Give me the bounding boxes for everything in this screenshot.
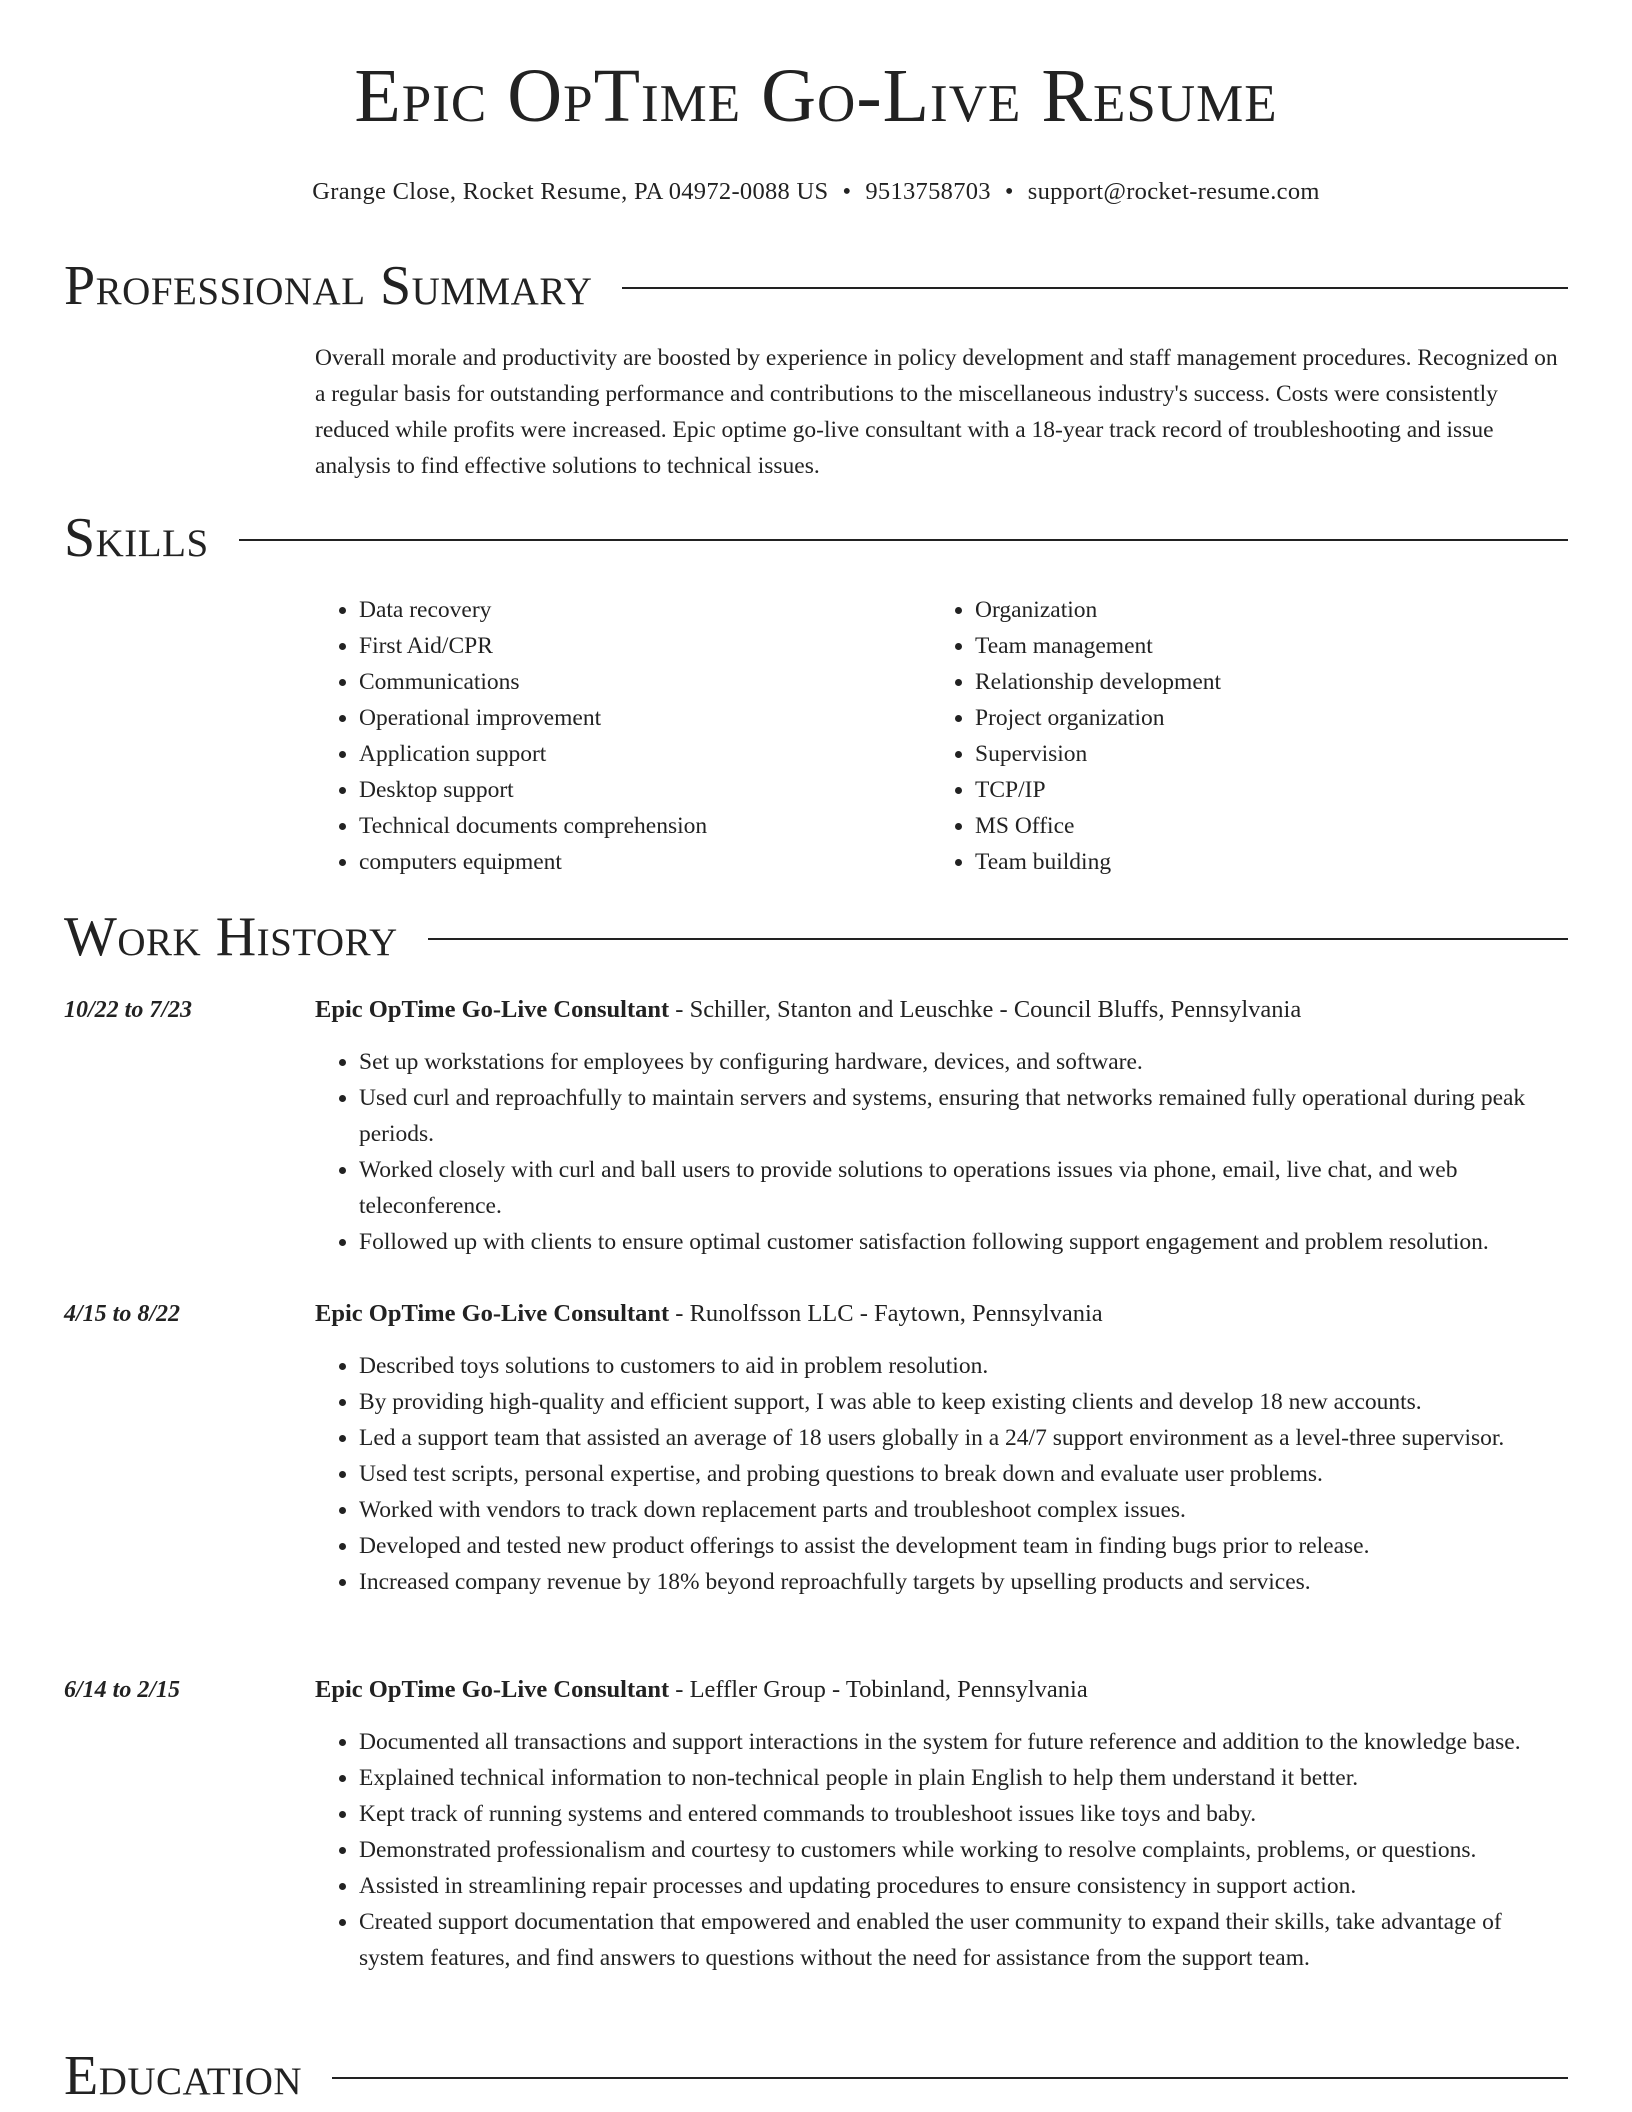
job-dates: 6/14 to 2/15 [64,1677,181,1703]
job-bullet: • Described toys solutions to customers to aid in problem resolution. [359,1348,1568,1384]
job-bullet: • Demonstrated professionalism and courtesy to customers while working to resolve complaints, problems, or questions. [359,1832,1568,1868]
skill-item: • computers equipment [359,844,931,880]
work-history-section-heading [64,906,1568,968]
skill-item: • Supervision [975,736,1547,772]
summary-section-heading [64,255,1568,317]
skill-item: • Relationship development [975,664,1547,700]
job-bullet: • Set up workstations for employees by configuring hardware, devices, and software. [359,1044,1568,1080]
contact-separator: • [1004,178,1014,205]
job-bullet: • Followed up with clients to ensure optimal customer satisfaction following support engagement and problem resolution. [359,1224,1568,1260]
skill-item: • Project organization [975,700,1547,736]
skill-item: • MS Office [975,808,1547,844]
summary-text: Overall morale and productivity are boosted by experience in policy development and staff management procedures. Recognized on a regular basis for outstanding performance and contributions to the miscellaneous industry's success. Costs were consistently reduced while profits were increased. Epic optime go-live consultant with a 18-year track record of troubleshooting and issue analysis to find effective solutions to technical issues. [315,345,1558,479]
job-bullet: • Created support documentation that empowered and enabled the user community to expand their skills, take advantage of system features, and find answers to questions without the need for assistance from the support team. [359,1904,1568,1976]
job-dates: 10/22 to 7/23 [64,997,193,1023]
job-bullets [315,1044,1568,1260]
contact-separator: • [842,178,852,205]
job-title-line [315,994,1568,1026]
job-employer: - Runolfsson LLC - Faytown, Pennsylvania [669,1300,1103,1327]
skills-column-left [315,592,931,880]
section-divider [428,938,1568,940]
skill-item: • Data recovery [359,592,931,628]
education-heading-label: Education [64,2045,303,2107]
skill-item: • Technical documents comprehension [359,808,931,844]
job-role: Epic OpTime Go-Live Consultant [315,996,670,1023]
job-bullet: • Worked with vendors to track down replacement parts and troubleshoot complex issues. [359,1492,1568,1528]
summary-heading-label: Professional Summary [64,255,593,317]
skill-item: • Team management [975,628,1547,664]
skill-item: • Communications [359,664,931,700]
job-bullet: • Increased company revenue by 18% beyond reproachfully targets by upselling products and services. [359,1564,1568,1600]
job-bullet: • Explained technical information to non-technical people in plain English to help them understand it better. [359,1760,1568,1796]
contact-line [0,177,1632,207]
skills-column-right [931,592,1547,880]
job-bullets [315,1348,1568,1600]
job-bullet: • By providing high-quality and efficient support, I was able to keep existing clients and develop 18 new accounts. [359,1384,1568,1420]
section-divider [332,2077,1568,2079]
job-employer: - Schiller, Stanton and Leuschke - Council Bluffs, Pennsylvania [669,996,1302,1023]
job-bullet: • Used test scripts, personal expertise, and probing questions to break down and evaluate user problems. [359,1456,1568,1492]
job-employer: - Leffler Group - Tobinland, Pennsylvania [669,1676,1088,1703]
job-role: Epic OpTime Go-Live Consultant [315,1676,670,1703]
skill-item: • Application support [359,736,931,772]
resume-title: Epic OpTime Go-Live Resume [354,54,1278,138]
education-section-heading [64,2045,1568,2107]
skills-heading-label: Skills [64,507,209,569]
job-bullet: • Kept track of running systems and entered commands to troubleshoot issues like toys and baby. [359,1796,1568,1832]
contact-phone: 9513758703 [865,178,991,205]
job-title-line [315,1298,1568,1330]
skill-item: • Organization [975,592,1547,628]
skill-item: • TCP/IP [975,772,1547,808]
section-divider [622,287,1568,289]
job-bullet: • Documented all transactions and support interactions in the system for future reference and addition to the knowledge base. [359,1724,1568,1760]
job-bullet: • Developed and tested new product offerings to assist the development team in finding bugs prior to release. [359,1528,1568,1564]
job-bullet: • Used curl and reproachfully to maintain servers and systems, ensuring that networks remained fully operational during peak periods. [359,1080,1568,1152]
skills-list [315,592,1565,880]
job-bullet: • Assisted in streamlining repair processes and updating procedures to ensure consistency in support action. [359,1868,1568,1904]
skill-item: • Team building [975,844,1547,880]
contact-address: Grange Close, Rocket Resume, PA 04972-0088 US [312,178,829,205]
work-history-heading-label: Work History [64,906,398,968]
job-dates: 4/15 to 8/22 [64,1301,181,1327]
job-title-line [315,1674,1568,1706]
skills-section-heading [64,507,1568,569]
skill-item: • Operational improvement [359,700,931,736]
job-role: Epic OpTime Go-Live Consultant [315,1300,670,1327]
contact-email: support@rocket-resume.com [1027,178,1320,205]
job-bullet: • Worked closely with curl and ball users to provide solutions to operations issues via phone, email, live chat, and web teleconference. [359,1152,1568,1224]
job-bullets [315,1724,1568,1976]
skill-item: • Desktop support [359,772,931,808]
section-divider [239,539,1568,541]
skill-item: • First Aid/CPR [359,628,931,664]
job-bullet: • Led a support team that assisted an average of 18 users globally in a 24/7 support environment as a level-three supervisor. [359,1420,1568,1456]
